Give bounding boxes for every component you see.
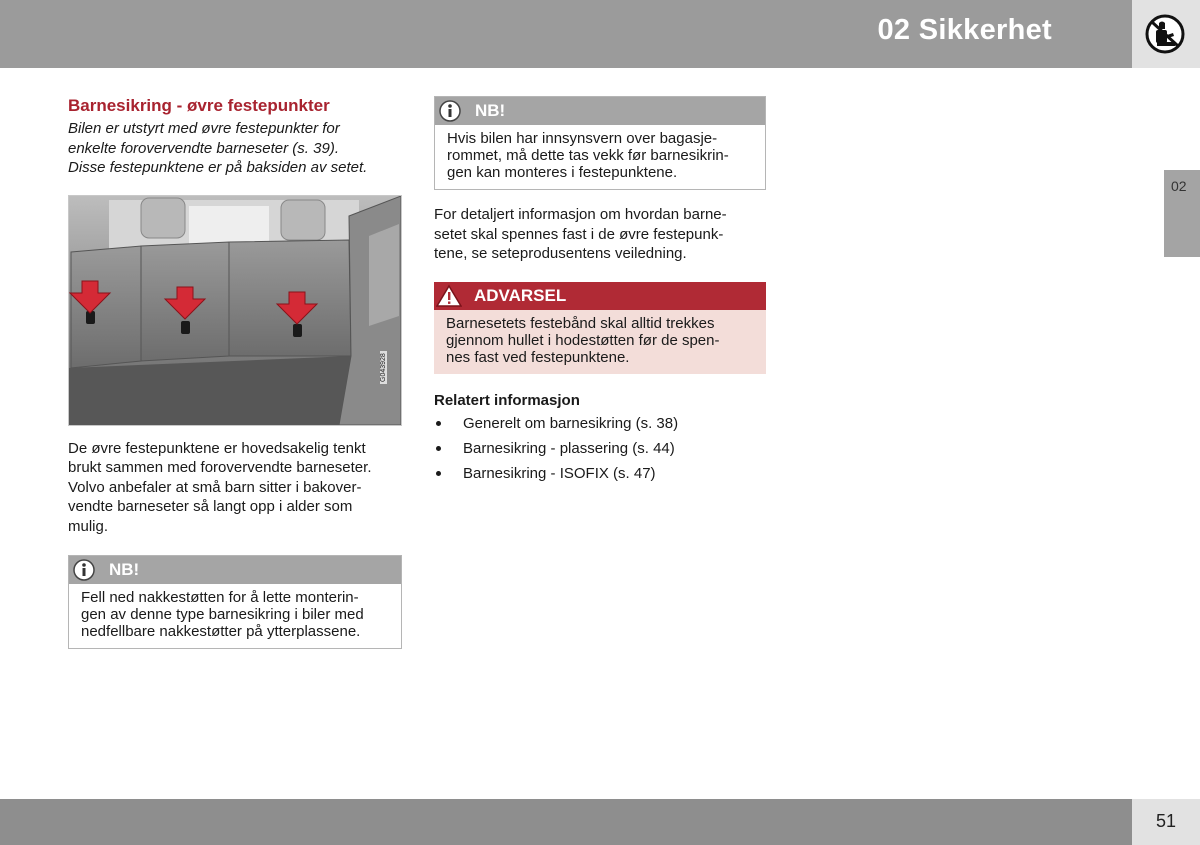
info-icon bbox=[439, 100, 461, 122]
body-line: Volvo anbefaler at små barn sitter i bakover- bbox=[68, 478, 362, 496]
left-column bbox=[68, 96, 402, 649]
related-link[interactable]: Barnesikring - ISOFIX (s. 47) bbox=[434, 461, 766, 486]
footer-bar bbox=[0, 799, 1132, 845]
page-number: 51 bbox=[1156, 811, 1177, 831]
note-box bbox=[434, 96, 766, 190]
related-link[interactable]: Barnesikring - plassering (s. 44) bbox=[434, 436, 766, 461]
related-info bbox=[434, 392, 766, 486]
note-line: nedfellbare nakkestøtter på ytterplassene. bbox=[81, 623, 361, 640]
chapter-side-tab[interactable] bbox=[1164, 170, 1200, 257]
rear-seat-photo bbox=[68, 195, 402, 426]
image-code: G043928 bbox=[380, 352, 387, 382]
note-label: NB! bbox=[475, 101, 506, 120]
section-title: Barnesikring - øvre festepunkter bbox=[68, 96, 330, 115]
warning-line: nes fast ved festepunktene. bbox=[446, 348, 630, 366]
intro-line: Disse festepunktene er på baksiden av setet. bbox=[68, 159, 368, 176]
intro-text bbox=[68, 119, 402, 178]
note-line: gen kan monteres i festepunktene. bbox=[447, 164, 678, 181]
no-seat-warning-icon bbox=[1143, 13, 1187, 55]
note-header bbox=[69, 556, 401, 584]
warning-header bbox=[434, 282, 766, 310]
body-line: For detaljert informasjon om hvordan barne- bbox=[434, 206, 727, 223]
note-line: gen av denne type barnesikring i biler med bbox=[81, 606, 364, 623]
header-bar bbox=[0, 0, 1132, 68]
body-text bbox=[434, 205, 766, 264]
note-body bbox=[69, 584, 401, 648]
warning-triangle-icon bbox=[436, 284, 462, 308]
middle-column bbox=[434, 96, 766, 486]
note-body bbox=[435, 125, 765, 189]
body-line: setet skal spennes fast i de øvre festepunk- bbox=[434, 225, 724, 243]
note-header bbox=[435, 97, 765, 125]
note-box bbox=[68, 555, 402, 649]
warning-box bbox=[434, 282, 766, 374]
warning-label: ADVARSEL bbox=[474, 285, 567, 305]
related-link[interactable]: Generelt om barnesikring (s. 38) bbox=[434, 411, 766, 436]
note-line: Hvis bilen har innsynsvern over bagasje- bbox=[447, 130, 718, 147]
intro-line: Bilen er utstyrt med øvre festepunkter for bbox=[68, 120, 340, 137]
body-text bbox=[68, 439, 402, 537]
related-list bbox=[434, 411, 766, 486]
warning-body bbox=[434, 310, 766, 374]
header-icon-box bbox=[1132, 0, 1200, 68]
note-line: rommet, må dette tas vekk før barnesikrin- bbox=[447, 147, 729, 164]
warning-line: gjennom hullet i hodestøtten før de spen- bbox=[446, 331, 720, 349]
warning-line: Barnesetets festebånd skal alltid trekkes bbox=[446, 314, 715, 332]
related-title: Relatert informasjon bbox=[434, 391, 580, 409]
note-label: NB! bbox=[109, 560, 140, 579]
page-number-box bbox=[1132, 799, 1200, 845]
page-title: 02 Sikkerhet bbox=[877, 14, 1052, 46]
body-line: vendte barneseter så langt opp i alder som bbox=[68, 498, 353, 515]
body-line: mulig. bbox=[68, 517, 109, 535]
info-icon bbox=[73, 559, 95, 581]
chapter-side-tab-label: 02 bbox=[1171, 178, 1187, 194]
note-line: Fell ned nakkestøtten for å lette monterin- bbox=[81, 589, 359, 606]
body-line: tene, se seteprodusentens veiledning. bbox=[434, 245, 687, 262]
body-line: De øvre festepunktene er hovedsakelig tenkt bbox=[68, 439, 366, 457]
intro-line: enkelte forovervendte barneseter (s. 39). bbox=[68, 139, 339, 157]
body-line: brukt sammen med forovervendte barneseter. bbox=[68, 459, 372, 476]
